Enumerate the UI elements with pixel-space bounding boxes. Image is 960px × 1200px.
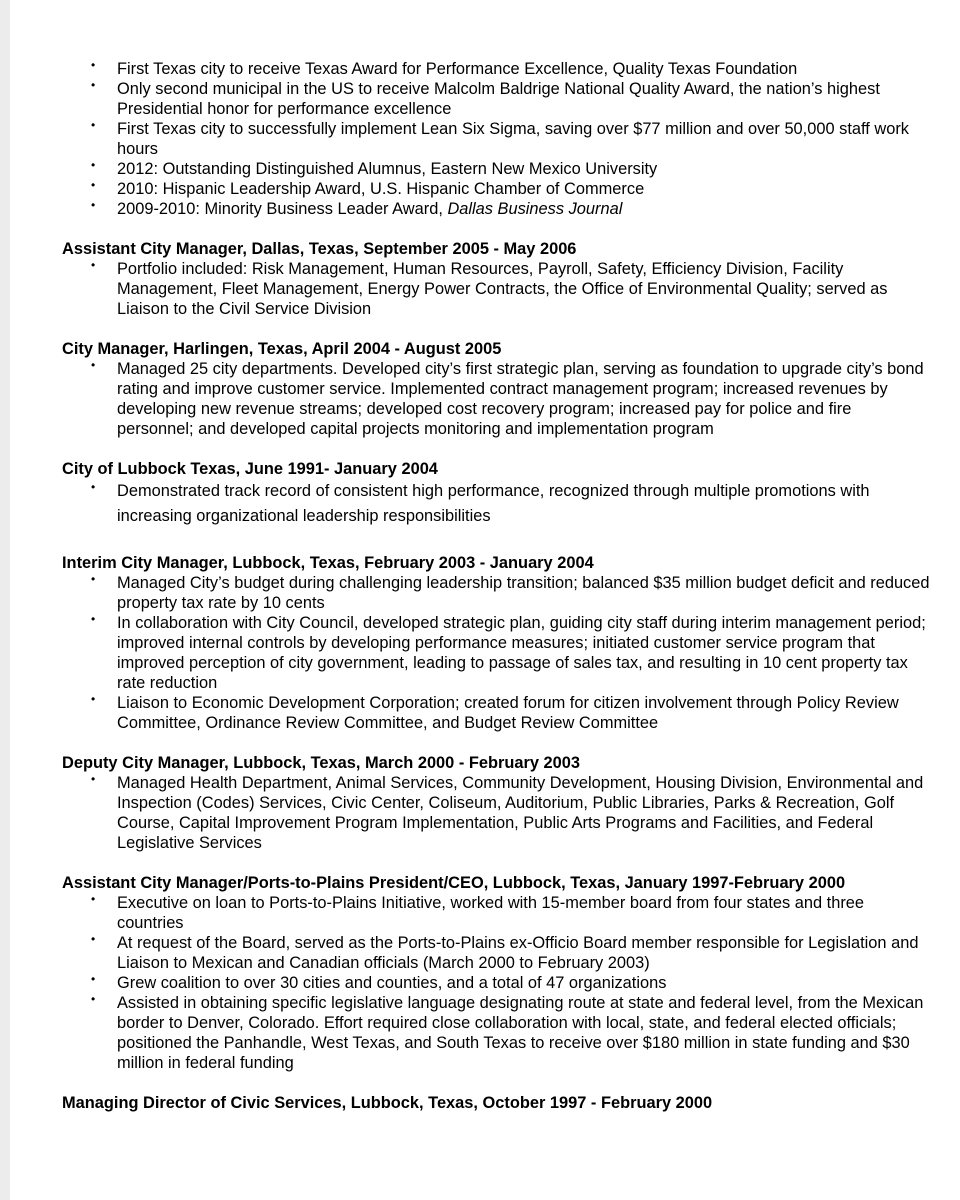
section-lubbock-city [62,459,932,529]
list-item [62,159,932,179]
bullet-icon: • [91,572,96,586]
bullet-text: 2009-2010: Minority Business Leader Award, [117,200,448,218]
bullet-icon: • [91,932,96,946]
bullet-text: At request of the Board, served as the Ports-to-Plains ex-Officio Board member responsible for Legislation and Liaison to Mexican and Canadian officials (March 2000 to February 2003) [117,934,919,972]
list-item [62,893,932,933]
bullet-icon: • [91,892,96,906]
bullet-icon: • [91,358,96,372]
bullet-text: First Texas city to receive Texas Award for Performance Excellence, Quality Texas Foundation [117,60,798,78]
bullet-icon: • [91,992,96,1006]
list-item [62,993,932,1073]
list-item [62,179,932,199]
list-item [62,119,932,159]
journal-name: Dallas Business Journal [447,200,623,218]
bullet-icon: • [91,258,96,272]
bullet-text: Managed City’s budget during challenging leadership transition; balanced $35 million budget deficit and reduced property tax rate by 10 cents [117,574,930,612]
bullet-text: Executive on loan to Ports-to-Plains Initiative, worked with 15-member board from four states and three countries [117,894,865,932]
job-heading: Assistant City Manager, Dallas, Texas, September 2005 - May 2006 [62,240,577,258]
list-item [62,199,932,219]
bullet-list [62,259,932,319]
section-harlingen-cm [62,339,932,439]
job-heading: Interim City Manager, Lubbock, Texas, February 2003 - January 2004 [62,554,594,572]
bullet-text: 2010: Hispanic Leadership Award, U.S. Hispanic Chamber of Commerce [117,180,645,198]
job-heading: Deputy City Manager, Lubbock, Texas, March 2000 - February 2003 [62,754,581,772]
list-item [62,479,932,529]
list-item [62,933,932,973]
section-ports-to-plains [62,873,932,1073]
bullet-text: First Texas city to successfully implement Lean Six Sigma, saving over $77 million and over 50,000 staff work hours [117,120,909,158]
bullet-text: 2012: Outstanding Distinguished Alumnus, Eastern New Mexico University [117,160,658,178]
bullet-list [62,773,932,853]
list-item [62,613,932,693]
bullet-text: Grew coalition to over 30 cities and counties, and a total of 47 organizations [117,974,667,992]
job-heading: Managing Director of Civic Services, Lubbock, Texas, October 1997 - February 2000 [62,1094,713,1112]
bullet-text: Managed 25 city departments. Developed city’s first strategic plan, serving as foundation to upgrade city’s bond rating and improve customer service. Implemented contract management program; increased revenues by developing new revenue streams; developed cost recovery program; increased pay for police and fire personnel; and developed capital projects monitoring and implementation program [117,360,924,438]
bullet-icon: • [91,612,96,626]
section-awards [62,59,932,219]
bullet-text: Liaison to Economic Development Corporation; created forum for citizen involvement through Policy Review Committee, Ordinance Review Committee, and Budget Review Committee [117,694,899,732]
bullet-icon: • [91,118,96,132]
bullet-icon: • [91,58,96,72]
bullet-icon: • [91,158,96,172]
bullet-icon: • [91,772,96,786]
bullet-text: In collaboration with City Council, developed strategic plan, guiding city staff during interim management period; improved internal controls by developing performance measures; initiated customer service program that improved perception of city government, leading to passage of sales tax, and resulting in 10 cent property tax rate reduction [117,614,926,692]
bullet-list [62,479,932,529]
bullet-text: Demonstrated track record of consistent high performance, recognized through multiple promotions with increasing organizational leadership responsibilities [117,482,870,525]
job-heading: Assistant City Manager/Ports-to-Plains President/CEO, Lubbock, Texas, January 1997-February 2000 [62,874,846,892]
bullet-list [62,59,932,219]
bullet-icon: • [91,692,96,706]
list-item [62,359,932,439]
resume-page [62,59,932,1133]
list-item [62,693,932,733]
section-lubbock-interim-cm [62,553,932,733]
bullet-icon: • [91,972,96,986]
page-left-edge [0,0,10,1200]
job-heading: City Manager, Harlingen, Texas, April 2004 - August 2005 [62,340,502,358]
bullet-text: Only second municipal in the US to receive Malcolm Baldrige National Quality Award, the nation’s highest Presidential honor for performance excellence [117,80,880,118]
list-item [62,573,932,613]
list-item [62,773,932,853]
bullet-icon: • [91,198,96,212]
bullet-list [62,359,932,439]
list-item [62,59,932,79]
bullet-icon: • [91,480,96,494]
bullet-text: Assisted in obtaining specific legislative language designating route at state and federal level, from the Mexican border to Denver, Colorado. Effort required close collaboration with local, state, and federal elected officials; positioned the Panhandle, West Texas, and South Texas to receive over $180 million in state funding and $30 million in federal funding [117,994,924,1072]
section-civic-services [62,1093,932,1113]
job-heading: City of Lubbock Texas, June 1991- January 2004 [62,460,438,478]
section-lubbock-deputy-cm [62,753,932,853]
bullet-icon: • [91,78,96,92]
list-item [62,79,932,119]
list-item [62,259,932,319]
bullet-list [62,573,932,733]
bullet-icon: • [91,178,96,192]
list-item [62,973,932,993]
bullet-text: Portfolio included: Risk Management, Human Resources, Payroll, Safety, Efficiency Division, Facility Management, Fleet Management, Energy Power Contracts, the Office of Environmental Quality; served as Liaison to the Civil Service Division [117,260,888,318]
bullet-list [62,893,932,1073]
section-dallas-acm [62,239,932,319]
bullet-text: Managed Health Department, Animal Services, Community Development, Housing Division, Environmental and Inspection (Codes) Services, Civic Center, Coliseum, Auditorium, Public Libraries, Parks & Recreation, Golf Course, Capital Improvement Program Implementation, Public Arts Programs and Facilities, and Federal Legislative Services [117,774,924,852]
